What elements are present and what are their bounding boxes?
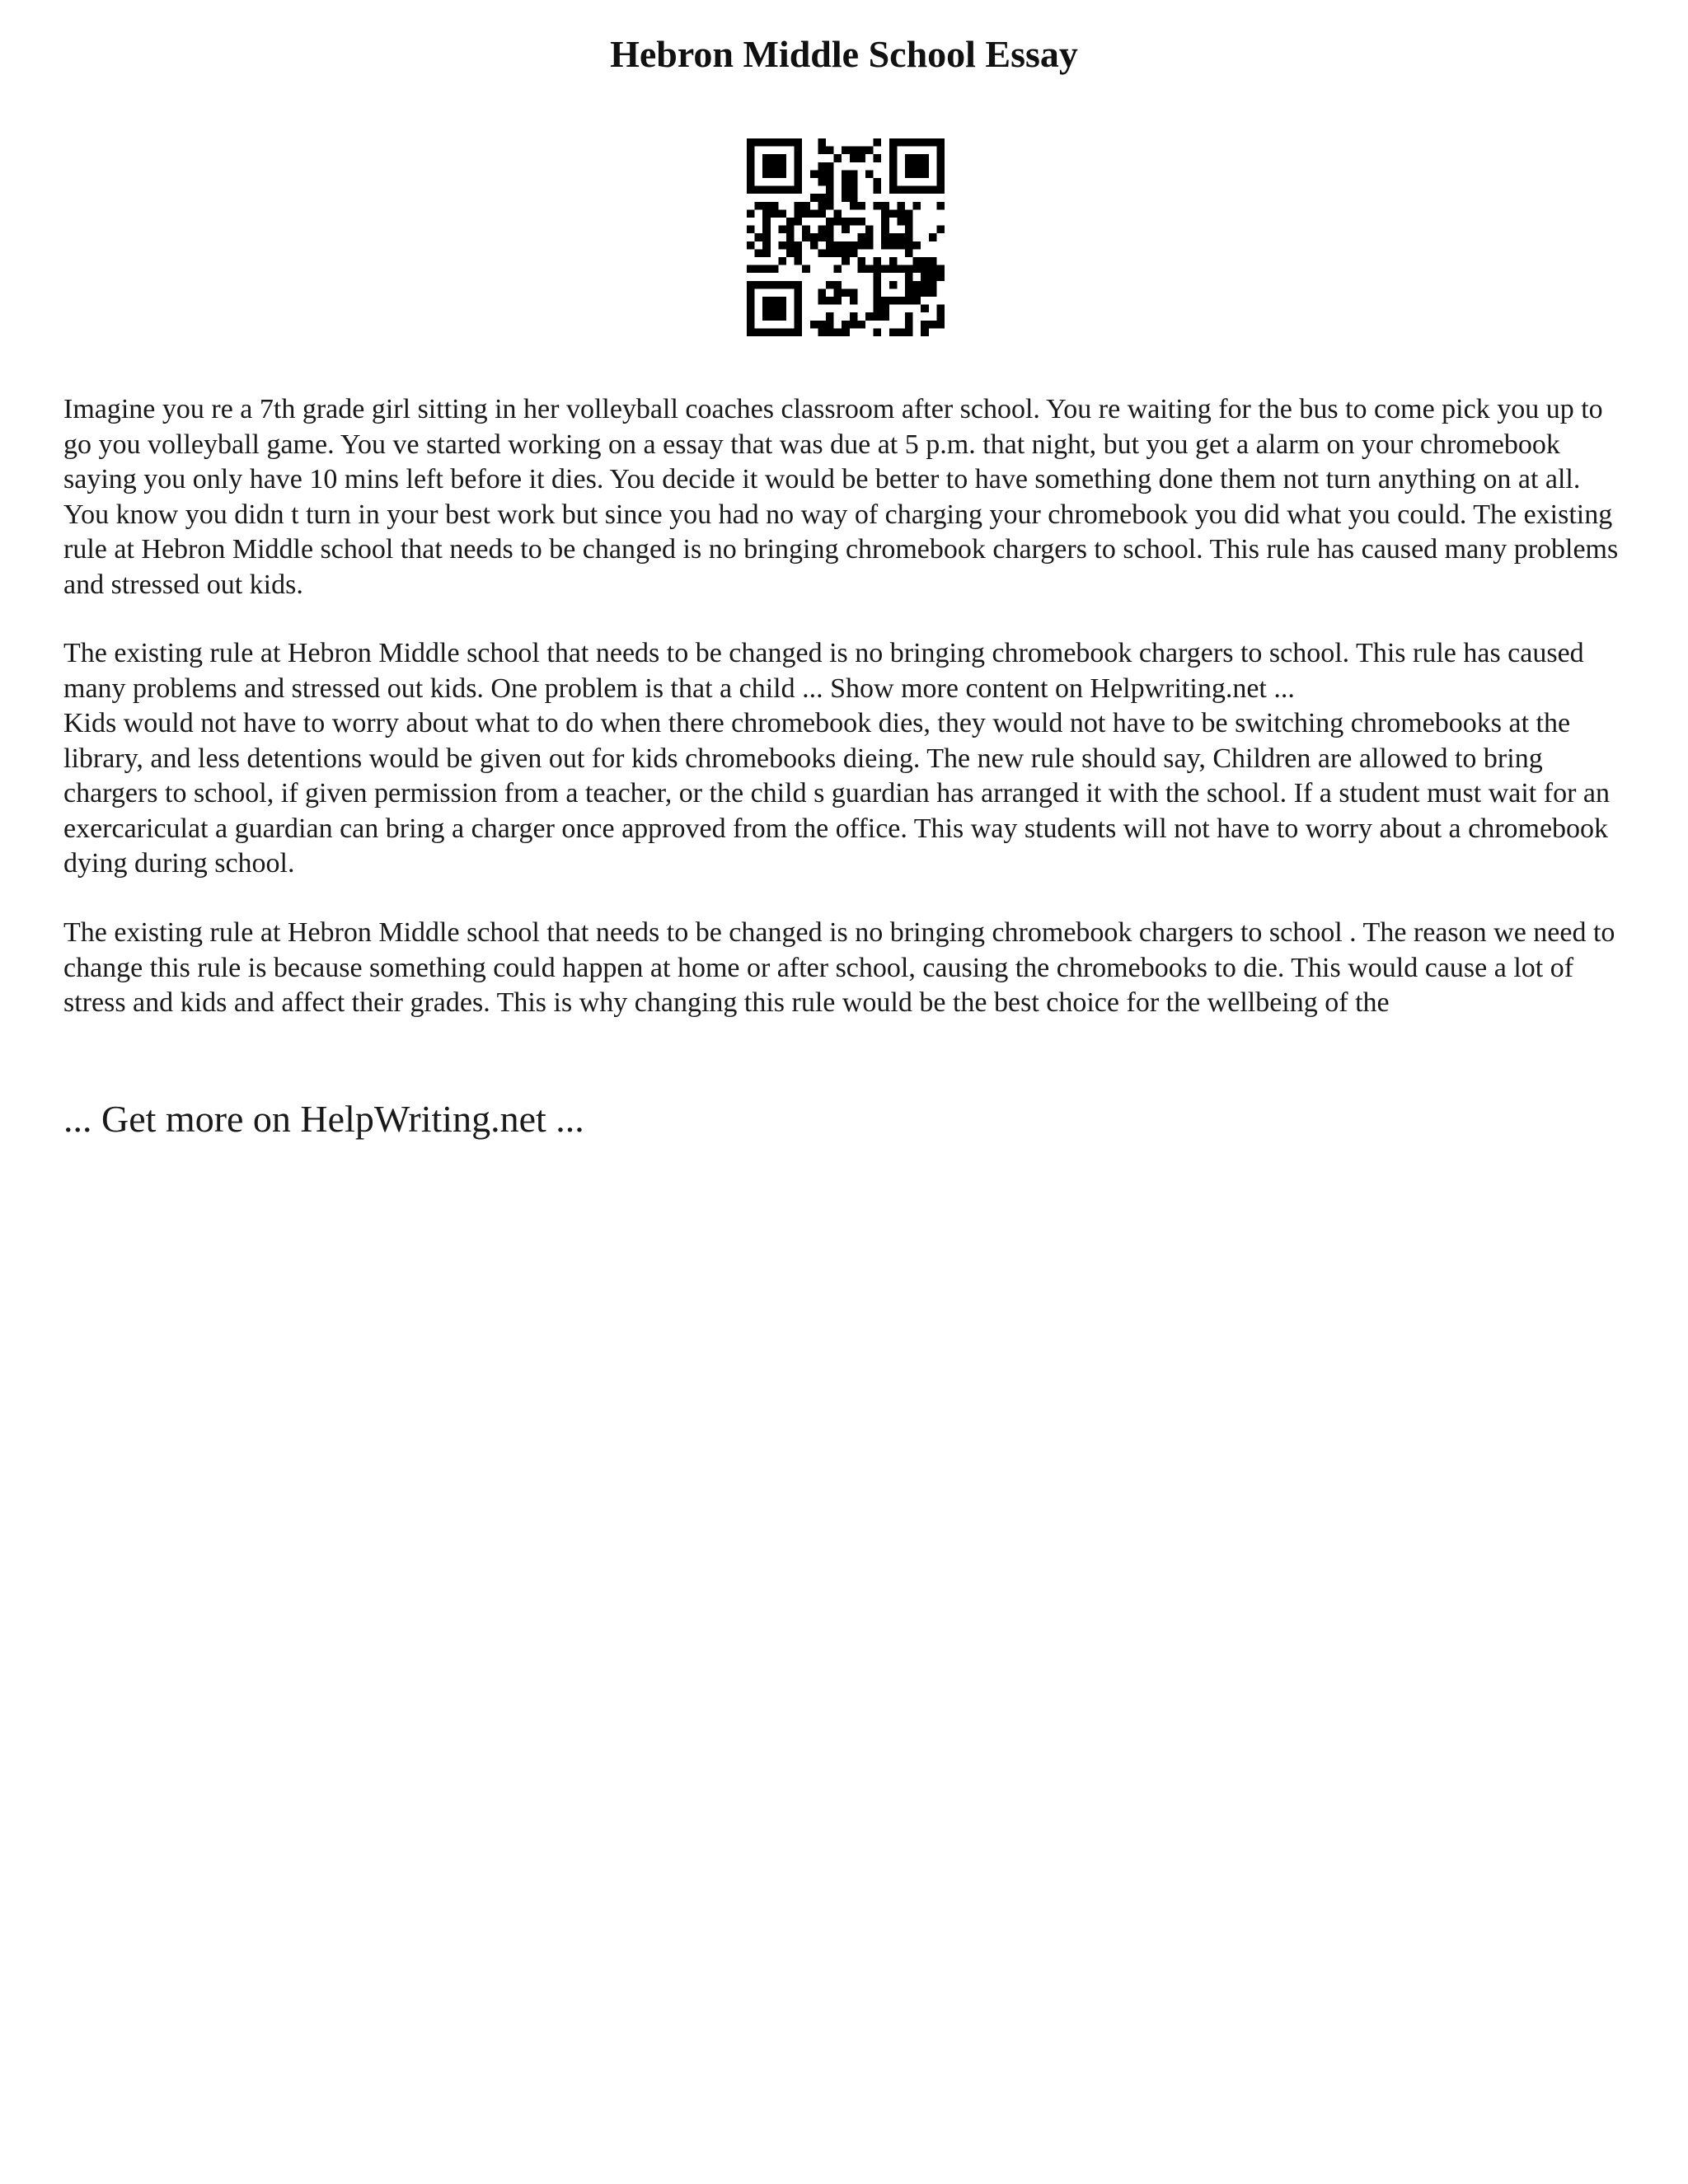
paragraph-body bbox=[63, 636, 1629, 882]
page-title: Hebron Middle School Essay bbox=[610, 33, 1078, 75]
get-more-link[interactable]: ... Get more on HelpWriting.net ... bbox=[63, 1098, 584, 1140]
paragraph-conclusion: The existing rule at Hebron Middle school that needs to be changed is no bringing chromebook chargers to school . The reason we need to change this rule is because something could happen at home or after school, causing the chromebooks to die. This would cause a lot of stress and kids and affect their grades. This is why changing this rule would be the best choice for the wellbeing of the bbox=[63, 917, 1615, 1018]
paragraph-intro: Imagine you re a 7th grade girl sitting in her volleyball coaches classroom after school. You re waiting for the bus to come pick you up to go you volleyball game. You ve started working on a essay that was due at 5 p.m. that night, but you get a alarm on your chromebook saying you only have 10 mins left before it dies. You decide it would be better to have something done them not turn anything on at all. You know you didn t turn in your best work but since you had no way of charging your chromebook you did what you could. The existing rule at Hebron Middle school that needs to be changed is no bringing chromebook chargers to school. This rule has caused many problems and stressed out kids. bbox=[63, 394, 1619, 600]
paragraph-body-main: Kids would not have to worry about what to do when there chromebook dies, they would not have to be switching chromebooks at the library, and less detentions would be given out for kids chromebooks dieing. The new rule should say, Children are allowed to bring chargers to school, if given permission from a teacher, or the child s guardian has arranged it with the school. If a student must wait for an exercariculat a guardian can bring a charger once approved from the office. This way students will not have to worry about a chromebook dying during school. bbox=[63, 708, 1610, 879]
qr-code-icon bbox=[747, 138, 945, 336]
paragraph-body-teaser: The existing rule at Hebron Middle school that needs to be changed is no bringing chromebook chargers to school. This rule has caused many problems and stressed out kids. One problem is that a child ... Show more content on Helpwriting.net ... bbox=[63, 638, 1584, 704]
